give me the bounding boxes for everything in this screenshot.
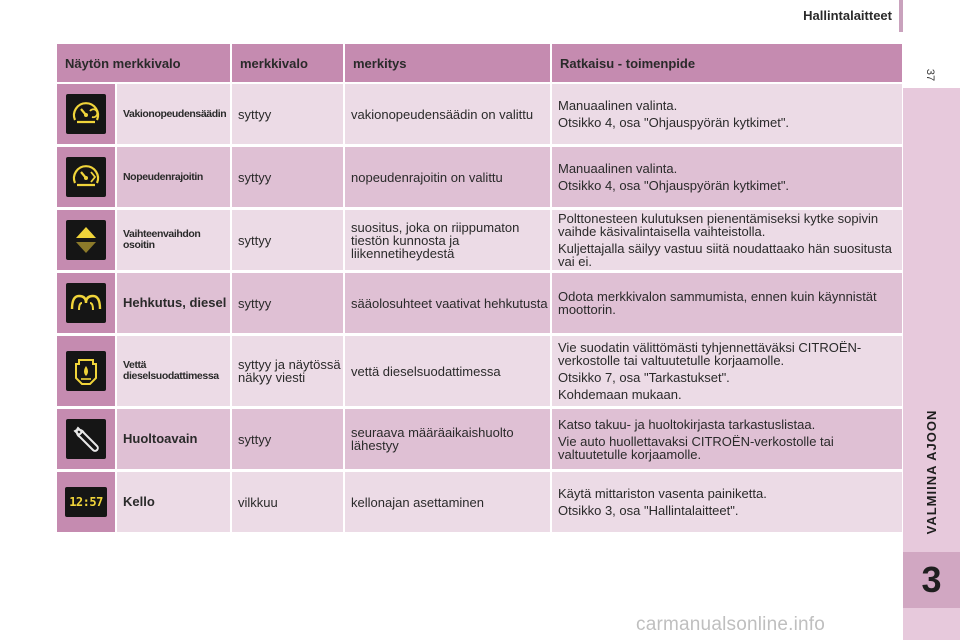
row-indicator-name: Vettä dieselsuodattimessa xyxy=(117,336,232,406)
table-header xyxy=(57,44,902,82)
row-light-state: syttyy ja näytössä näkyy viesti xyxy=(232,336,345,406)
chapter-number: 3 xyxy=(903,552,960,608)
header-solution: Ratkaisu - toimenpide xyxy=(560,55,696,71)
wrench-service-icon xyxy=(66,419,106,459)
row-light-state: syttyy xyxy=(232,147,345,207)
row-indicator-name: Hehkutus, diesel xyxy=(117,273,232,333)
clock-display-digits: 12:57 xyxy=(69,494,103,509)
gear-shift-arrows-icon xyxy=(66,220,106,260)
table-row xyxy=(57,472,902,532)
row-light-state: syttyy xyxy=(232,409,345,469)
row-indicator-name: Huoltoavain xyxy=(117,409,232,469)
table-row xyxy=(57,147,902,207)
speedometer-cruise-icon xyxy=(66,94,106,134)
header-meaning: merkitys xyxy=(345,44,552,82)
section-title: Hallintalaitteet xyxy=(803,8,892,23)
table-row xyxy=(57,210,902,270)
header-divider xyxy=(899,0,903,32)
row-meaning: vettä dieselsuodattimessa xyxy=(345,336,552,406)
row-meaning: nopeudenrajoitin on valittu xyxy=(345,147,552,207)
row-solution: Manuaalinen valinta. Otsikko 4, osa "Ohjauspyörän kytkimet". xyxy=(552,147,902,207)
row-indicator-name: Vakionopeudensäädin xyxy=(117,84,232,144)
row-solution: Katso takuu- ja huoltokirjasta tarkastuslistaa. Vie auto huollettavaksi CITROËN-verkostolle tai valtuutetulle korjaamolle. xyxy=(552,409,902,469)
row-light-state: syttyy xyxy=(232,273,345,333)
table-row xyxy=(57,273,902,333)
row-meaning: suositus, joka on riippumaton tiestön kunnosta ja liikennetiheydestä xyxy=(345,210,552,270)
row-light-state: syttyy xyxy=(232,84,345,144)
row-indicator-name: Kello xyxy=(117,472,232,532)
glow-plug-icon xyxy=(66,283,106,323)
row-light-state: syttyy xyxy=(232,210,345,270)
clock-display-icon xyxy=(65,487,107,517)
table-row xyxy=(57,84,902,144)
water-in-diesel-filter-icon xyxy=(66,351,106,391)
row-indicator-name: Vaihteenvaihdon osoitin xyxy=(117,210,232,270)
table-row xyxy=(57,409,902,469)
row-solution: Manuaalinen valinta. Otsikko 4, osa "Ohjauspyörän kytkimet". xyxy=(552,84,902,144)
chapter-side-label: VALMIINA AJOON xyxy=(924,409,939,535)
header-light: merkkivalo xyxy=(232,44,345,82)
row-solution: Polttonesteen kulutuksen pienentämiseksi kytke sopivin vaihde käsivalintaisella vaihteistolla. Kuljettajalla säilyy vastuu siitä noudattaako hän suositusta vai ei. xyxy=(552,210,902,270)
page-number: 37 xyxy=(924,68,936,82)
header-display-light: Näytön merkkivalo xyxy=(57,44,232,82)
row-meaning: kellonajan asettaminen xyxy=(345,472,552,532)
row-light-state: vilkkuu xyxy=(232,472,345,532)
row-solution: Vie suodatin välittömästi tyhjennettäväksi CITROËN-verkostolle tai valtuutetulle korjaamolle. Otsikko 7, osa "Tarkastukset". Kohdemaan mukaan. xyxy=(552,336,902,406)
row-solution: Odota merkkivalon sammumista, ennen kuin käynnistät moottorin. xyxy=(552,273,902,333)
watermark-text: carmanualsonline.info xyxy=(636,614,826,635)
row-indicator-name: Nopeudenrajoitin xyxy=(117,147,232,207)
row-meaning: vakionopeudensäädin on valittu xyxy=(345,84,552,144)
row-meaning: sääolosuhteet vaativat hehkutusta xyxy=(345,273,552,333)
row-solution: Käytä mittariston vasenta painiketta. Otsikko 3, osa "Hallintalaitteet". xyxy=(552,472,902,532)
row-meaning: seuraava määräaikaishuolto lähestyy xyxy=(345,409,552,469)
speedometer-limiter-icon xyxy=(66,157,106,197)
table-row xyxy=(57,336,902,406)
